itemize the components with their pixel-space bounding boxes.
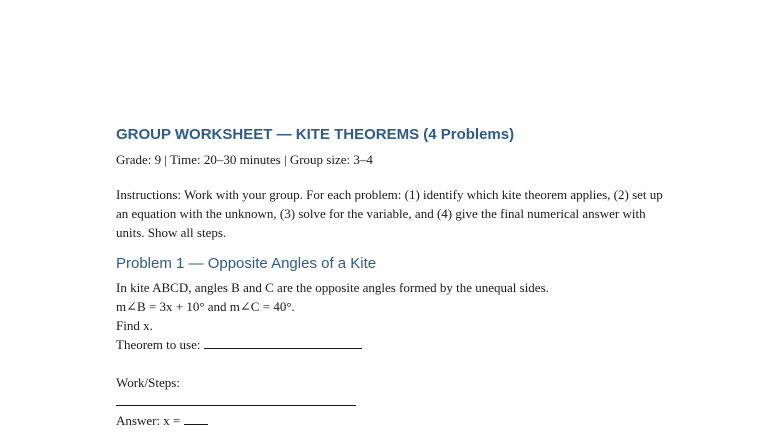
spacer-line [116,354,676,373]
worksheet-instructions: Instructions: Work with your group. For each problem: (1) identify which kite theorem applies, (2) set up an equation with the unknown, (3) solve for the variable, and (4) give the final numerical answer with units. Show all steps. [116,187,663,240]
theorem-label: Theorem to use: [116,337,204,352]
problem-1-body [116,278,676,430]
theorem-blank [204,336,362,349]
answer-label: Answer: x = [116,413,184,428]
work-steps-blank [116,393,356,406]
problem-1-statement: In kite ABCD, angles B and C are the opposite angles formed by the unequal sides. [116,280,549,295]
answer-line [116,411,676,430]
worksheet-title: GROUP WORKSHEET — KITE THEOREMS (4 Problems) [116,126,515,143]
worksheet-content [116,125,676,430]
work-steps-label: Work/Steps: [116,375,180,390]
problem-1-heading: Problem 1 — Opposite Angles of a Kite [116,255,377,272]
work-steps-line [116,392,676,411]
problem-1-theorem-line [116,335,676,354]
answer-blank [184,412,208,425]
problem-1-given: m∠B = 3x + 10° and m∠C = 40°. [116,299,295,314]
problem-1-task: Find x. [116,318,153,333]
worksheet-meta: Grade: 9 | Time: 20–30 minutes | Group size: 3–4 [116,152,373,167]
